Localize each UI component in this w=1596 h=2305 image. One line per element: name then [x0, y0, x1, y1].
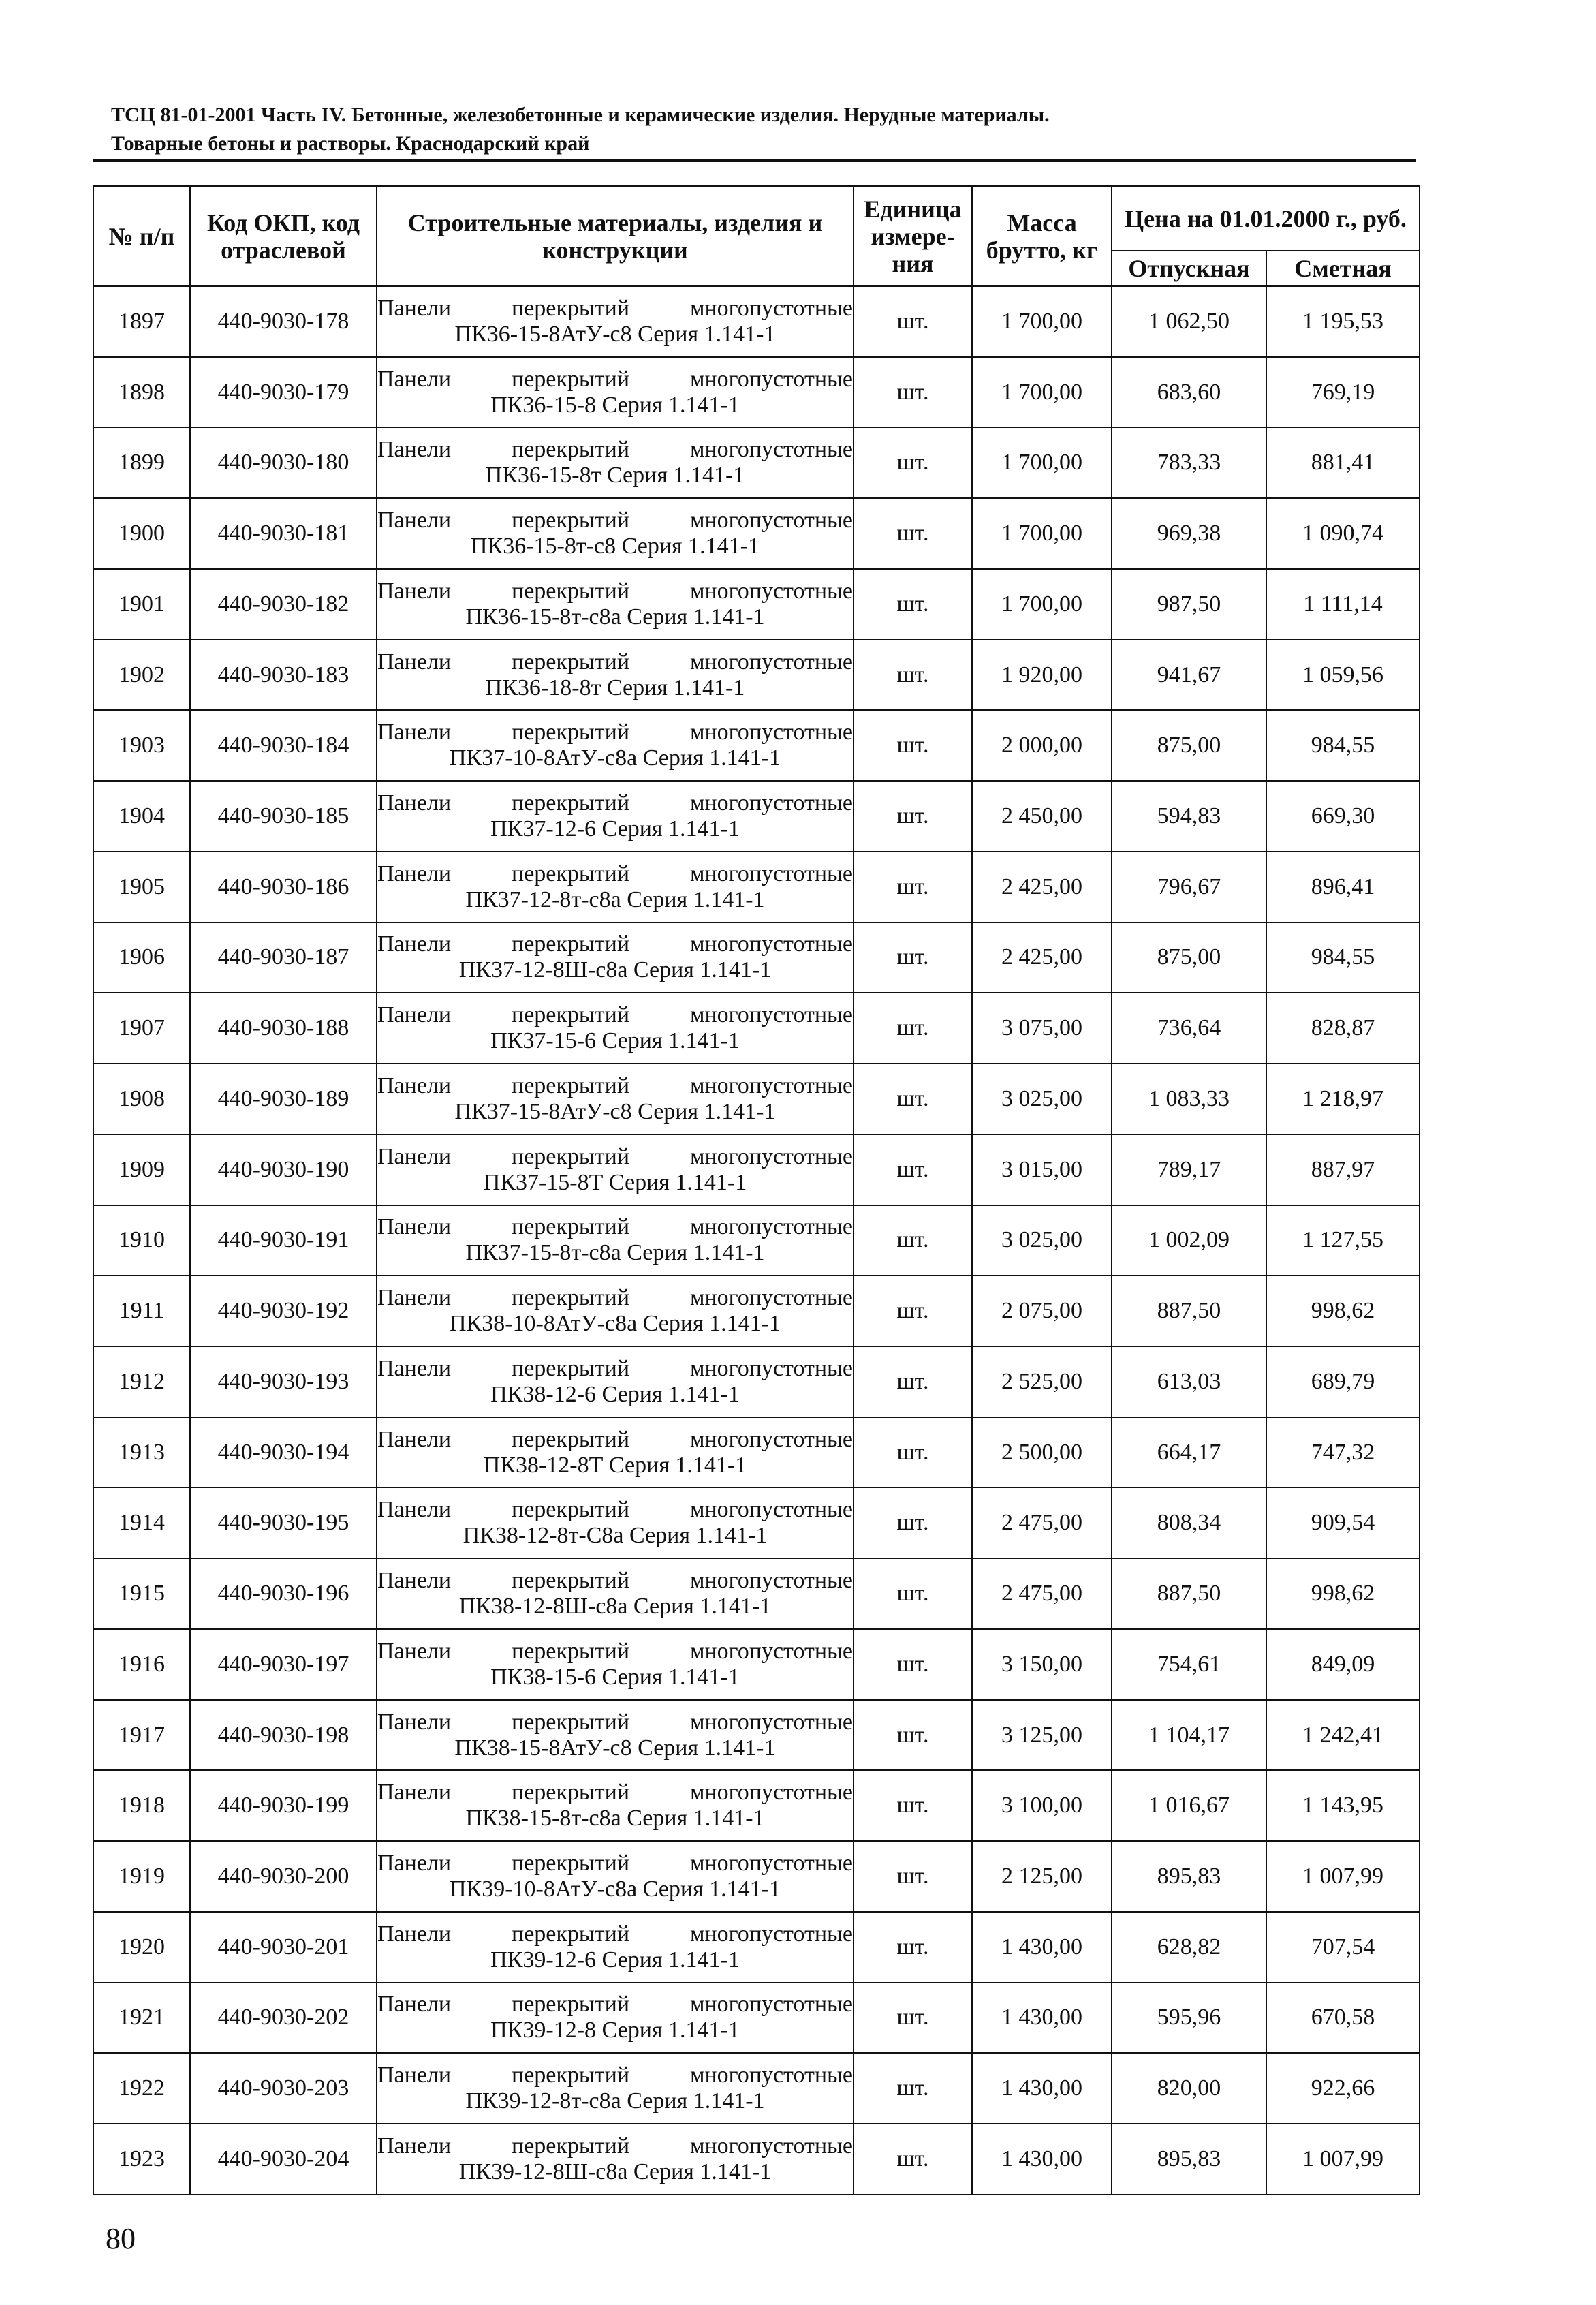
cell-release: 628,82 — [1112, 1912, 1266, 1983]
cell-num: 1917 — [93, 1700, 190, 1771]
cell-unit: шт. — [854, 1346, 972, 1417]
cell-estimate: 1 195,53 — [1266, 286, 1420, 357]
name-line-1: Панели перекрытий многопустотные — [377, 1921, 853, 1947]
table-row — [93, 781, 1420, 852]
name-line-1: Панели перекрытий многопустотные — [377, 931, 853, 957]
cell-name — [377, 1346, 854, 1417]
cell-num: 1910 — [93, 1205, 190, 1276]
cell-estimate: 689,79 — [1266, 1346, 1420, 1417]
cell-release: 1 083,33 — [1112, 1064, 1266, 1134]
table-row — [93, 1134, 1420, 1205]
cell-code: 440-9030-197 — [190, 1629, 377, 1700]
cell-release: 987,50 — [1112, 569, 1266, 640]
name-line-2: ПК37-10-8АтУ-с8а Серия 1.141-1 — [449, 745, 781, 771]
cell-code: 440-9030-182 — [190, 569, 377, 640]
name-line-1: Панели перекрытий многопустотные — [377, 1285, 853, 1311]
cell-mass: 2 125,00 — [972, 1841, 1112, 1912]
cell-code: 440-9030-186 — [190, 852, 377, 923]
cell-mass: 1 700,00 — [972, 357, 1112, 428]
cell-name — [377, 1770, 854, 1841]
cell-name — [377, 1487, 854, 1558]
cell-code: 440-9030-191 — [190, 1205, 377, 1276]
cell-unit: шт. — [854, 2124, 972, 2195]
cell-name — [377, 498, 854, 569]
cell-code: 440-9030-183 — [190, 640, 377, 711]
name-line-2: ПК37-15-8Т Серия 1.141-1 — [483, 1169, 747, 1195]
cell-mass: 1 700,00 — [972, 498, 1112, 569]
name-line-2: ПК38-15-6 Серия 1.141-1 — [490, 1664, 740, 1690]
cell-release: 595,96 — [1112, 1983, 1266, 2054]
cell-release: 683,60 — [1112, 357, 1266, 428]
cell-name — [377, 1983, 854, 2054]
cell-estimate: 1 218,97 — [1266, 1064, 1420, 1134]
name-line-1: Панели перекрытий многопустотные — [377, 861, 853, 886]
cell-estimate: 707,54 — [1266, 1912, 1420, 1983]
name-line-2: ПК36-15-8 Серия 1.141-1 — [490, 392, 740, 418]
cell-code: 440-9030-203 — [190, 2053, 377, 2124]
cell-name — [377, 1912, 854, 1983]
table-row — [93, 1205, 1420, 1276]
name-line-2: ПК39-10-8АтУ-с8а Серия 1.141-1 — [449, 1876, 781, 1902]
cell-name — [377, 1841, 854, 1912]
table-row — [93, 1346, 1420, 1417]
cell-num: 1899 — [93, 427, 190, 498]
cell-num: 1898 — [93, 357, 190, 428]
name-line-1: Панели перекрытий многопустотные — [377, 2133, 853, 2159]
name-line-1: Панели перекрытий многопустотные — [377, 578, 853, 604]
cell-release: 789,17 — [1112, 1134, 1266, 1205]
table-row — [93, 923, 1420, 993]
cell-name — [377, 2124, 854, 2195]
page-header — [111, 101, 1402, 158]
cell-unit: шт. — [854, 2053, 972, 2124]
cell-code: 440-9030-181 — [190, 498, 377, 569]
col-header-name: Строительные материалы, изделия и конструкции — [377, 186, 854, 286]
cell-code: 440-9030-189 — [190, 1064, 377, 1134]
name-line-2: ПК37-12-6 Серия 1.141-1 — [490, 816, 740, 841]
cell-unit: шт. — [854, 852, 972, 923]
name-line-1: Панели перекрытий многопустотные — [377, 295, 853, 321]
name-line-2: ПК38-12-8Ш-с8а Серия 1.141-1 — [458, 1594, 772, 1620]
cell-name — [377, 993, 854, 1064]
cell-mass: 1 700,00 — [972, 286, 1112, 357]
table-row — [93, 1629, 1420, 1700]
name-line-2: ПК38-15-8т-с8а Серия 1.141-1 — [465, 1806, 765, 1831]
cell-mass: 2 525,00 — [972, 1346, 1112, 1417]
cell-mass: 2 075,00 — [972, 1275, 1112, 1346]
cell-num: 1922 — [93, 2053, 190, 2124]
cell-code: 440-9030-200 — [190, 1841, 377, 1912]
name-line-1: Панели перекрытий многопустотные — [377, 366, 853, 392]
name-line-2: ПК36-15-8т-с8а Серия 1.141-1 — [465, 604, 765, 630]
cell-release: 1 016,67 — [1112, 1770, 1266, 1841]
cell-estimate: 881,41 — [1266, 427, 1420, 498]
cell-name — [377, 427, 854, 498]
cell-release: 887,50 — [1112, 1275, 1266, 1346]
cell-estimate: 984,55 — [1266, 923, 1420, 993]
cell-estimate: 670,58 — [1266, 1983, 1420, 2054]
name-line-1: Панели перекрытий многопустотные — [377, 2062, 853, 2088]
col-header-num: № п/п — [93, 186, 190, 286]
cell-num: 1912 — [93, 1346, 190, 1417]
table-row — [93, 569, 1420, 640]
cell-estimate: 747,32 — [1266, 1417, 1420, 1488]
cell-mass: 2 475,00 — [972, 1558, 1112, 1629]
cell-num: 1913 — [93, 1417, 190, 1488]
cell-release: 887,50 — [1112, 1558, 1266, 1629]
cell-code: 440-9030-178 — [190, 286, 377, 357]
name-line-1: Панели перекрытий многопустотные — [377, 508, 853, 533]
cell-code: 440-9030-194 — [190, 1417, 377, 1488]
cell-unit: шт. — [854, 993, 972, 1064]
name-line-1: Панели перекрытий многопустотные — [377, 1214, 853, 1240]
cell-code: 440-9030-193 — [190, 1346, 377, 1417]
col-header-release: Отпускная — [1112, 251, 1266, 286]
cell-estimate: 896,41 — [1266, 852, 1420, 923]
name-line-2: ПК39-12-8 Серия 1.141-1 — [490, 2017, 740, 2043]
cell-unit: шт. — [854, 1629, 972, 1700]
cell-code: 440-9030-179 — [190, 357, 377, 428]
name-line-2: ПК36-15-8т Серия 1.141-1 — [485, 463, 745, 489]
table-row — [93, 1558, 1420, 1629]
cell-mass: 2 425,00 — [972, 923, 1112, 993]
cell-release: 875,00 — [1112, 710, 1266, 781]
cell-num: 1918 — [93, 1770, 190, 1841]
cell-unit: шт. — [854, 569, 972, 640]
cell-unit: шт. — [854, 286, 972, 357]
name-line-2: ПК39-12-8т-с8а Серия 1.141-1 — [465, 2088, 765, 2114]
cell-estimate: 1 242,41 — [1266, 1700, 1420, 1771]
cell-mass: 1 700,00 — [972, 569, 1112, 640]
cell-name — [377, 781, 854, 852]
name-line-1: Панели перекрытий многопустотные — [377, 1709, 853, 1735]
cell-mass: 2 500,00 — [972, 1417, 1112, 1488]
cell-name — [377, 1417, 854, 1488]
cell-num: 1914 — [93, 1487, 190, 1558]
cell-unit: шт. — [854, 427, 972, 498]
cell-unit: шт. — [854, 1558, 972, 1629]
cell-estimate: 1 059,56 — [1266, 640, 1420, 711]
table-row — [93, 286, 1420, 357]
cell-code: 440-9030-184 — [190, 710, 377, 781]
name-line-1: Панели перекрытий многопустотные — [377, 1497, 853, 1523]
name-line-1: Панели перекрытий многопустотные — [377, 1851, 853, 1876]
cell-num: 1902 — [93, 640, 190, 711]
cell-num: 1906 — [93, 923, 190, 993]
cell-name — [377, 1558, 854, 1629]
cell-code: 440-9030-195 — [190, 1487, 377, 1558]
cell-unit: шт. — [854, 1417, 972, 1488]
table-row — [93, 1700, 1420, 1771]
name-line-2: ПК38-15-8АтУ-с8 Серия 1.141-1 — [454, 1735, 776, 1761]
name-line-1: Панели перекрытий многопустотные — [377, 1992, 853, 2017]
cell-release: 895,83 — [1112, 2124, 1266, 2195]
header-line-1: ТСЦ 81-01-2001 Часть IV. Бетонные, железобетонные и керамические изделия. Нерудные материалы. — [111, 104, 1050, 126]
header-rule — [93, 159, 1416, 162]
col-header-code: Код ОКП, код отраслевой — [190, 186, 377, 286]
cell-estimate: 769,19 — [1266, 357, 1420, 428]
cell-unit: шт. — [854, 1841, 972, 1912]
cell-unit: шт. — [854, 1134, 972, 1205]
name-line-2: ПК38-12-8т-С8а Серия 1.141-1 — [463, 1523, 768, 1549]
cell-release: 1 062,50 — [1112, 286, 1266, 357]
name-line-1: Панели перекрытий многопустотные — [377, 437, 853, 463]
cell-num: 1909 — [93, 1134, 190, 1205]
name-line-2: ПК37-12-8т-с8а Серия 1.141-1 — [465, 886, 765, 912]
cell-unit: шт. — [854, 1064, 972, 1134]
cell-release: 808,34 — [1112, 1487, 1266, 1558]
cell-name — [377, 852, 854, 923]
name-line-2: ПК39-12-8Ш-с8а Серия 1.141-1 — [458, 2159, 772, 2185]
cell-release: 941,67 — [1112, 640, 1266, 711]
cell-unit: шт. — [854, 1983, 972, 2054]
table-row — [93, 640, 1420, 711]
cell-unit: шт. — [854, 710, 972, 781]
header-line-2: Товарные бетоны и растворы. Краснодарский край — [111, 132, 590, 155]
name-line-1: Панели перекрытий многопустотные — [377, 720, 853, 745]
cell-num: 1900 — [93, 498, 190, 569]
cell-name — [377, 2053, 854, 2124]
cell-release: 796,67 — [1112, 852, 1266, 923]
cell-release: 820,00 — [1112, 2053, 1266, 2124]
name-line-2: ПК38-10-8АтУ-с8а Серия 1.141-1 — [449, 1311, 781, 1337]
name-line-2: ПК37-12-8Ш-с8а Серия 1.141-1 — [458, 957, 772, 983]
table-row — [93, 2053, 1420, 2124]
cell-code: 440-9030-201 — [190, 1912, 377, 1983]
name-line-1: Панели перекрытий многопустотные — [377, 1072, 853, 1098]
cell-estimate: 887,97 — [1266, 1134, 1420, 1205]
cell-release: 783,33 — [1112, 427, 1266, 498]
table-row — [93, 1487, 1420, 1558]
cell-name — [377, 1134, 854, 1205]
col-header-estimate: Сметная — [1266, 251, 1420, 286]
table-row — [93, 710, 1420, 781]
name-line-1: Панели перекрытий многопустотные — [377, 1638, 853, 1664]
cell-release: 875,00 — [1112, 923, 1266, 993]
page-number: 80 — [106, 2222, 136, 2255]
cell-mass: 2 425,00 — [972, 852, 1112, 923]
cell-mass: 3 100,00 — [972, 1770, 1112, 1841]
cell-release: 613,03 — [1112, 1346, 1266, 1417]
cell-estimate: 922,66 — [1266, 2053, 1420, 2124]
cell-code: 440-9030-190 — [190, 1134, 377, 1205]
cell-unit: шт. — [854, 1912, 972, 1983]
cell-num: 1923 — [93, 2124, 190, 2195]
cell-name — [377, 1205, 854, 1276]
cell-num: 1915 — [93, 1558, 190, 1629]
cell-estimate: 669,30 — [1266, 781, 1420, 852]
cell-mass: 3 015,00 — [972, 1134, 1112, 1205]
cell-unit: шт. — [854, 1700, 972, 1771]
cell-name — [377, 1700, 854, 1771]
name-line-1: Панели перекрытий многопустотные — [377, 1568, 853, 1594]
cell-mass: 1 700,00 — [972, 427, 1112, 498]
table-row — [93, 1983, 1420, 2054]
table-row — [93, 1841, 1420, 1912]
table-row — [93, 1770, 1420, 1841]
table-row — [93, 1912, 1420, 1983]
cell-num: 1901 — [93, 569, 190, 640]
table-row — [93, 993, 1420, 1064]
cell-mass: 3 025,00 — [972, 1205, 1112, 1276]
cell-mass: 2 450,00 — [972, 781, 1112, 852]
cell-release: 754,61 — [1112, 1629, 1266, 1700]
cell-num: 1911 — [93, 1275, 190, 1346]
cell-mass: 3 125,00 — [972, 1700, 1112, 1771]
cell-code: 440-9030-204 — [190, 2124, 377, 2195]
cell-code: 440-9030-192 — [190, 1275, 377, 1346]
cell-mass: 1 430,00 — [972, 2053, 1112, 2124]
table-row — [93, 1275, 1420, 1346]
cell-mass: 1 920,00 — [972, 640, 1112, 711]
name-line-1: Панели перекрытий многопустотные — [377, 1426, 853, 1452]
cell-estimate: 998,62 — [1266, 1558, 1420, 1629]
cell-code: 440-9030-198 — [190, 1700, 377, 1771]
cell-code: 440-9030-199 — [190, 1770, 377, 1841]
cell-code: 440-9030-196 — [190, 1558, 377, 1629]
cell-estimate: 1 127,55 — [1266, 1205, 1420, 1276]
name-line-1: Панели перекрытий многопустотные — [377, 1780, 853, 1806]
cell-unit: шт. — [854, 1770, 972, 1841]
col-header-mass: Масса брутто, кг — [972, 186, 1112, 286]
cell-name — [377, 1275, 854, 1346]
cell-mass: 3 025,00 — [972, 1064, 1112, 1134]
name-line-2: ПК37-15-8т-с8а Серия 1.141-1 — [465, 1240, 765, 1266]
cell-estimate: 1 007,99 — [1266, 2124, 1420, 2195]
cell-num: 1916 — [93, 1629, 190, 1700]
table-row — [93, 852, 1420, 923]
cell-name — [377, 710, 854, 781]
cell-release: 1 002,09 — [1112, 1205, 1266, 1276]
cell-unit: шт. — [854, 1275, 972, 1346]
cell-unit: шт. — [854, 357, 972, 428]
cell-unit: шт. — [854, 1487, 972, 1558]
table-row — [93, 1064, 1420, 1134]
table-row — [93, 2124, 1420, 2195]
cell-release: 664,17 — [1112, 1417, 1266, 1488]
cell-mass: 2 000,00 — [972, 710, 1112, 781]
name-line-2: ПК36-15-8т-с8 Серия 1.141-1 — [471, 533, 760, 559]
cell-estimate: 1 111,14 — [1266, 569, 1420, 640]
table-header — [93, 186, 1420, 286]
name-line-2: ПК37-15-6 Серия 1.141-1 — [490, 1028, 740, 1054]
cell-mass: 1 430,00 — [972, 1912, 1112, 1983]
name-line-2: ПК36-15-8АтУ-с8 Серия 1.141-1 — [454, 321, 776, 347]
cell-release: 969,38 — [1112, 498, 1266, 569]
cell-code: 440-9030-202 — [190, 1983, 377, 2054]
cell-name — [377, 1629, 854, 1700]
cell-estimate: 998,62 — [1266, 1275, 1420, 1346]
cell-release: 594,83 — [1112, 781, 1266, 852]
cell-unit: шт. — [854, 640, 972, 711]
cell-release: 736,64 — [1112, 993, 1266, 1064]
cell-name — [377, 286, 854, 357]
cell-unit: шт. — [854, 781, 972, 852]
cell-name — [377, 569, 854, 640]
cell-name — [377, 1064, 854, 1134]
cell-num: 1903 — [93, 710, 190, 781]
table-body — [93, 286, 1420, 2195]
cell-num: 1919 — [93, 1841, 190, 1912]
cell-num: 1897 — [93, 286, 190, 357]
cell-release: 1 104,17 — [1112, 1700, 1266, 1771]
cell-code: 440-9030-180 — [190, 427, 377, 498]
name-line-1: Панели перекрытий многопустотные — [377, 649, 853, 675]
cell-unit: шт. — [854, 923, 972, 993]
cell-name — [377, 640, 854, 711]
name-line-1: Панели перекрытий многопустотные — [377, 790, 853, 816]
col-header-unit: Единица измере-ния — [854, 186, 972, 286]
cell-mass: 2 475,00 — [972, 1487, 1112, 1558]
cell-estimate: 1 143,95 — [1266, 1770, 1420, 1841]
cell-code: 440-9030-185 — [190, 781, 377, 852]
cell-estimate: 909,54 — [1266, 1487, 1420, 1558]
cell-estimate: 984,55 — [1266, 710, 1420, 781]
cell-mass: 1 430,00 — [972, 2124, 1112, 2195]
col-header-price: Цена на 01.01.2000 г., руб. — [1112, 186, 1420, 251]
cell-mass: 1 430,00 — [972, 1983, 1112, 2054]
cell-num: 1904 — [93, 781, 190, 852]
price-table — [93, 185, 1420, 2195]
cell-code: 440-9030-188 — [190, 993, 377, 1064]
cell-code: 440-9030-187 — [190, 923, 377, 993]
name-line-2: ПК39-12-6 Серия 1.141-1 — [490, 1947, 740, 1973]
name-line-1: Панели перекрытий многопустотные — [377, 1355, 853, 1381]
cell-num: 1921 — [93, 1983, 190, 2054]
name-line-2: ПК38-12-8Т Серия 1.141-1 — [483, 1452, 747, 1478]
cell-num: 1920 — [93, 1912, 190, 1983]
cell-estimate: 828,87 — [1266, 993, 1420, 1064]
cell-num: 1908 — [93, 1064, 190, 1134]
cell-estimate: 849,09 — [1266, 1629, 1420, 1700]
name-line-1: Панели перекрытий многопустотные — [377, 1143, 853, 1169]
table-row — [93, 427, 1420, 498]
name-line-2: ПК36-18-8т Серия 1.141-1 — [485, 675, 745, 700]
cell-mass: 3 075,00 — [972, 993, 1112, 1064]
table-row — [93, 357, 1420, 428]
name-line-1: Панели перекрытий многопустотные — [377, 1002, 853, 1028]
cell-estimate: 1 007,99 — [1266, 1841, 1420, 1912]
cell-unit: шт. — [854, 1205, 972, 1276]
cell-name — [377, 357, 854, 428]
cell-name — [377, 923, 854, 993]
name-line-2: ПК38-12-6 Серия 1.141-1 — [490, 1381, 740, 1407]
cell-release: 895,83 — [1112, 1841, 1266, 1912]
cell-num: 1907 — [93, 993, 190, 1064]
cell-mass: 3 150,00 — [972, 1629, 1112, 1700]
table-row — [93, 1417, 1420, 1488]
cell-estimate: 1 090,74 — [1266, 498, 1420, 569]
cell-unit: шт. — [854, 498, 972, 569]
cell-num: 1905 — [93, 852, 190, 923]
name-line-2: ПК37-15-8АтУ-с8 Серия 1.141-1 — [454, 1098, 776, 1124]
table-row — [93, 498, 1420, 569]
